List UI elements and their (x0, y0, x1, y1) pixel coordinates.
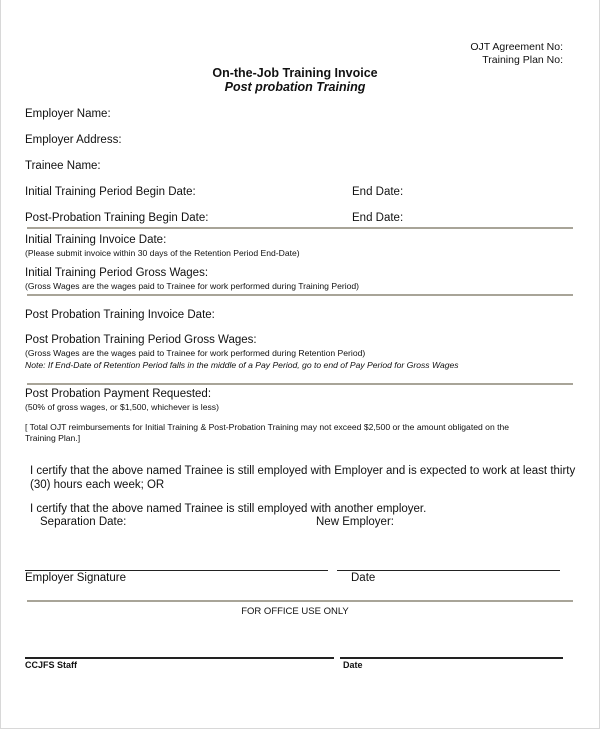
separation-date-field[interactable]: Separation Date: (40, 516, 127, 528)
employer-signature-line[interactable] (25, 570, 328, 571)
post-gross-wages-note: Note: If End-Date of Retention Period falls in the middle of a Pay Period, go to end of Pay Period for Gross Wages (25, 360, 459, 370)
trainee-name-field[interactable]: Trainee Name: (25, 160, 101, 172)
section-divider (27, 383, 573, 385)
document-subtitle: Post probation Training (224, 80, 366, 94)
employer-date-line[interactable] (337, 570, 560, 571)
post-gross-wages-hint: (Gross Wages are the wages paid to Trainee for work performed during Retention Period) (25, 348, 366, 358)
post-begin-date-field[interactable]: Post-Probation Training Begin Date: (25, 212, 209, 224)
office-use-divider (27, 600, 573, 602)
section-divider (27, 227, 573, 229)
employer-address-field[interactable]: Employer Address: (25, 134, 122, 146)
reimbursement-limit-note-line1: [ Total OJT reimbursements for Initial Training & Post-Probation Training may not exceed $2,500 or the amount obligated on the (25, 422, 510, 432)
staff-date-label: Date (343, 660, 363, 670)
new-employer-field[interactable]: New Employer: (316, 516, 394, 528)
document-title: On-the-Job Training Invoice (212, 66, 378, 80)
employer-signature-label: Employer Signature (25, 572, 126, 584)
initial-gross-wages-field[interactable]: Initial Training Period Gross Wages: (25, 267, 209, 279)
post-gross-wages-field[interactable]: Post Probation Training Period Gross Wages: (25, 334, 257, 346)
certification-statement-1-cont: (30) hours each week; OR (30, 479, 165, 491)
staff-signature-label: CCJFS Staff (25, 660, 78, 670)
initial-gross-wages-hint: (Gross Wages are the wages paid to Trainee for work performed during Training Period) (25, 281, 360, 291)
section-divider (27, 294, 573, 296)
training-plan-no-label: Training Plan No: (482, 54, 563, 66)
initial-begin-date-field[interactable]: Initial Training Period Begin Date: (25, 186, 196, 198)
payment-requested-hint: (50% of gross wages, or $1,500, whichever is less) (25, 402, 219, 412)
office-use-heading: FOR OFFICE USE ONLY (241, 606, 349, 617)
certification-statement-2: I certify that the above named Trainee is still employed with another employer. (30, 503, 427, 515)
payment-requested-field[interactable]: Post Probation Payment Requested: (25, 388, 212, 400)
staff-date-line[interactable] (340, 657, 563, 659)
post-end-date-field[interactable]: End Date: (352, 212, 404, 224)
employer-name-field[interactable]: Employer Name: (25, 108, 111, 120)
certification-statement-1: I certify that the above named Trainee is still employed with Employer and is expected to work at least thirty (30, 465, 576, 477)
reimbursement-limit-note-line2: Training Plan.] (25, 433, 81, 443)
ojt-agreement-no-label: OJT Agreement No: (470, 41, 563, 53)
staff-signature-line[interactable] (25, 657, 334, 659)
initial-end-date-field[interactable]: End Date: (352, 186, 404, 198)
initial-invoice-date-field[interactable]: Initial Training Invoice Date: (25, 234, 167, 246)
initial-invoice-date-hint: (Please submit invoice within 30 days of the Retention Period End-Date) (25, 248, 300, 258)
post-invoice-date-field[interactable]: Post Probation Training Invoice Date: (25, 309, 215, 321)
employer-date-label: Date (351, 572, 376, 584)
